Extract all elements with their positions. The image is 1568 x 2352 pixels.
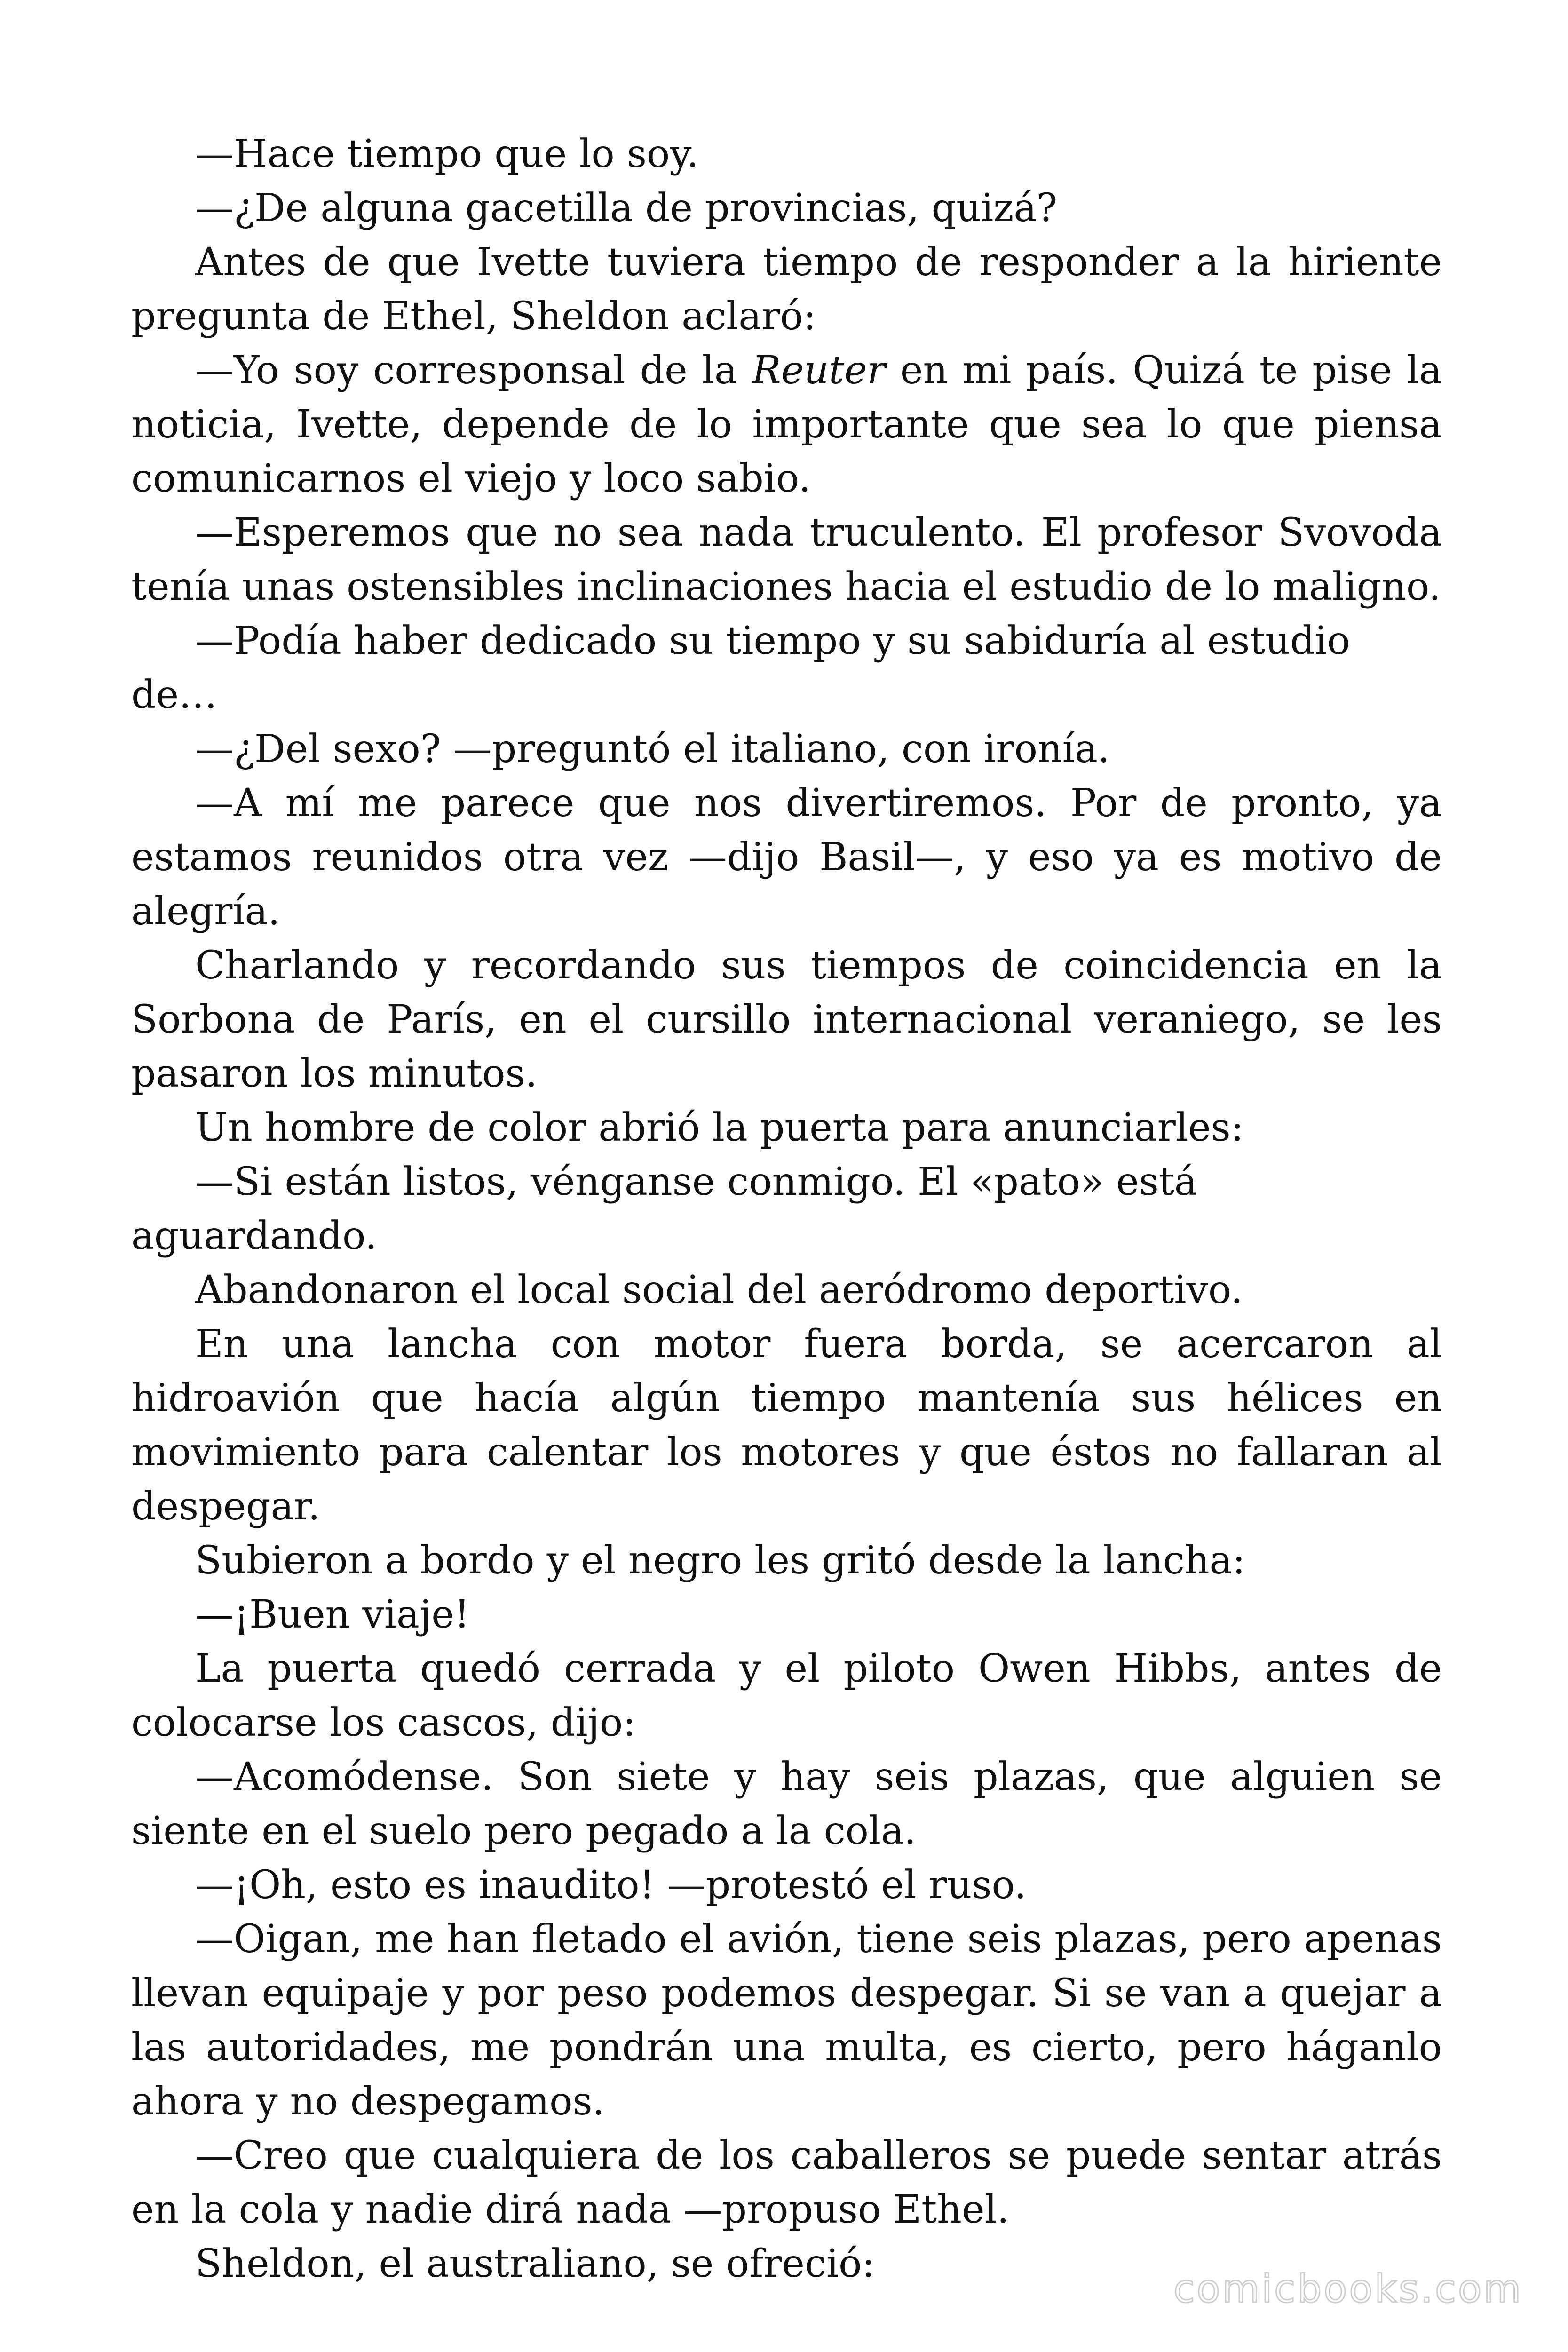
paragraph: —Esperemos que no sea nada truculento. El profesor Svovoda tenía unas ostensibles inclinaciones hacia el estudio de lo maligno.	[131, 510, 1442, 609]
paragraph: Abandonaron el local social del aeródromo deportivo.	[195, 1268, 1243, 1312]
paragraph: —¡Buen viaje!	[195, 1592, 470, 1637]
paragraph: Charlando y recordando sus tiempos de coincidencia en la Sorbona de París, en el cursillo internacional veraniego, se les pasaron los minutos.	[131, 943, 1442, 1096]
paragraph	[131, 343, 1442, 506]
paragraph: —Oigan, me han fletado el avión, tiene seis plazas, pero apenas llevan equipaje y por peso podemos despegar. Si se van a quejar a las autoridades, me pondrán una multa, es cierto, pero háganlo ahora y no despegamos.	[131, 1917, 1442, 2124]
paragraph: —Podía haber dedicado su tiempo y su sabiduría al estudio de…	[131, 619, 1351, 717]
paragraph: —Si están listos, vénganse conmigo. El «pato» está aguardando.	[131, 1160, 1197, 1258]
book-page-text	[131, 127, 1442, 2291]
paragraph: —¿De alguna gacetilla de provincias, quizá?	[195, 186, 1058, 230]
paragraph: —Acomódense. Son siete y hay seis plazas, que alguien se siente en el suelo pero pegado a la cola.	[131, 1755, 1442, 1853]
paragraph-text: en mi país. Quizá te pise la noticia, Ivette, depende de lo importante que sea lo que piensa comunicarnos el viejo y loco sabio.	[131, 348, 1442, 501]
paragraph: Antes de que Ivette tuviera tiempo de responder a la hiriente pregunta de Ethel, Sheldon aclaró:	[131, 240, 1442, 339]
paragraph: —Hace tiempo que lo soy.	[195, 132, 699, 176]
paragraph: —¡Oh, esto es inaudito! —protestó el ruso.	[195, 1863, 1027, 1907]
paragraph: —A mí me parece que nos divertiremos. Por de pronto, ya estamos reunidos otra vez —dijo Basil—, y eso ya es motivo de alegría.	[131, 781, 1442, 934]
paragraph: Sheldon, el australiano, se ofreció:	[195, 2241, 875, 2286]
paragraph: Un hombre de color abrió la puerta para anunciarles:	[195, 1105, 1244, 1150]
paragraph-text: —Yo soy corresponsal de la	[195, 348, 752, 393]
paragraph: La puerta quedó cerrada y el piloto Owen Hibbs, antes de colocarse los cascos, dijo:	[131, 1646, 1442, 1745]
italic-term: Reuter	[752, 348, 886, 393]
watermark: comicbooks.com	[1173, 2267, 1523, 2312]
paragraph: —Creo que cualquiera de los caballeros se puede sentar atrás en la cola y nadie dirá nada —propuso Ethel.	[131, 2133, 1442, 2232]
paragraph: En una lancha con motor fuera borda, se acercaron al hidroavión que hacía algún tiempo mantenía sus hélices en movimiento para calentar los motores y que éstos no fallaran al despegar.	[131, 1322, 1442, 1529]
paragraph: Subieron a bordo y el negro les gritó desde la lancha:	[195, 1538, 1246, 1583]
paragraph: —¿Del sexo? —preguntó el italiano, con ironía.	[195, 727, 1110, 771]
